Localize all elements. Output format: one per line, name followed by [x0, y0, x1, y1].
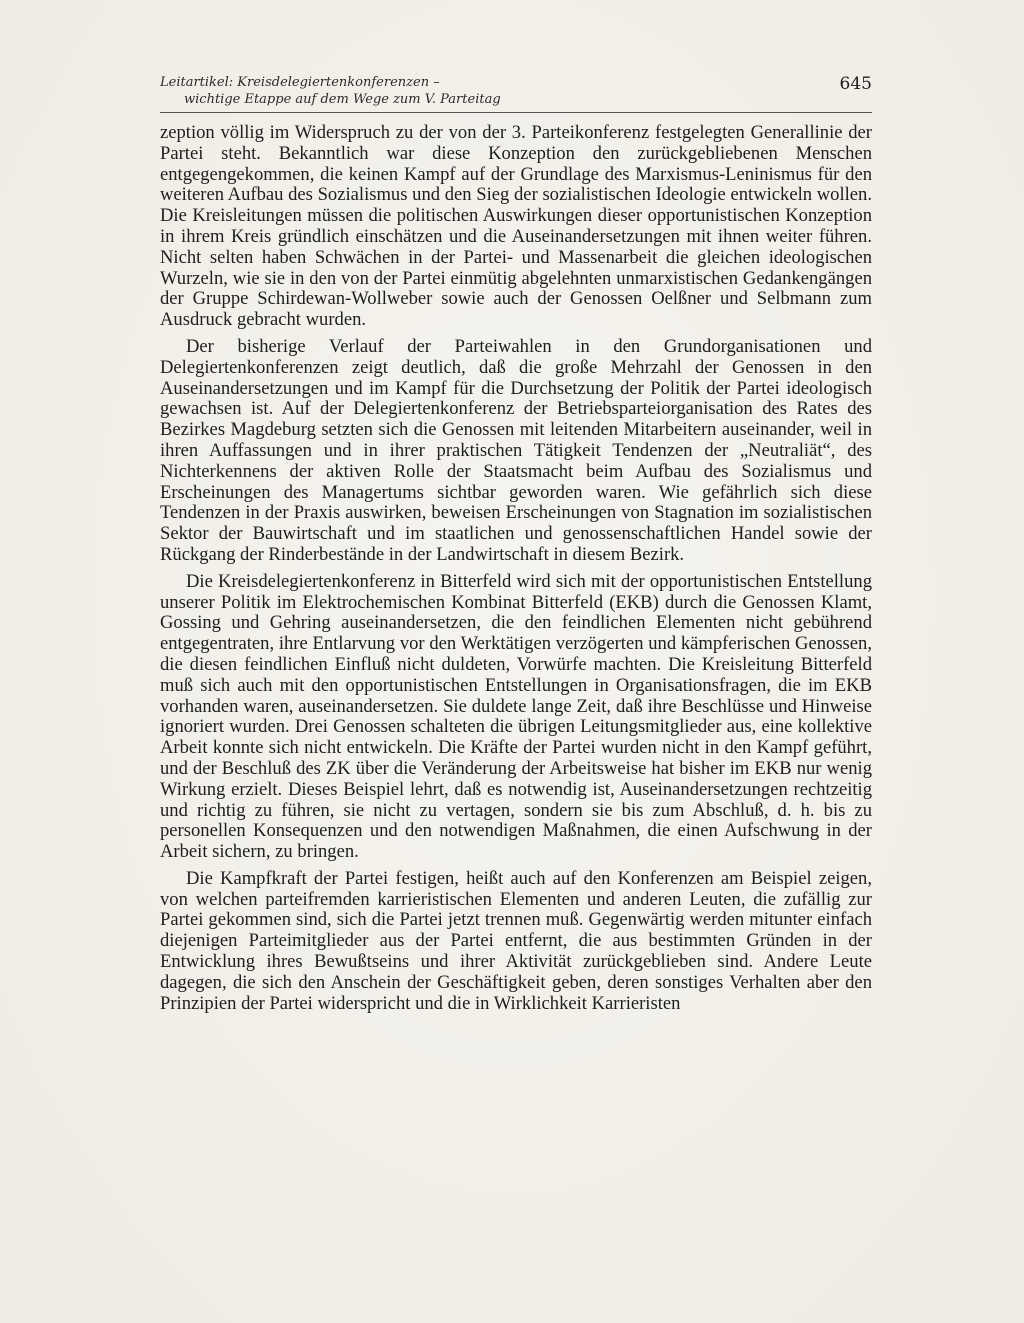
page-number: 645 — [839, 74, 872, 94]
article-body — [160, 123, 872, 1020]
running-header — [160, 74, 872, 120]
header-title-line-2: wichtige Etappe auf dem Wege zum V. Parteitag — [184, 92, 501, 107]
paragraph: zeption völlig im Widerspruch zu der von der 3. Parteikonferenz festgelegten Generallinie der Partei steht. Bekanntlich war diese Konzeption den zurückgebliebenen Menschen entgegengekommen, die keinen Kampf auf der Grundlage des Marxismus-Leninismus für den weiteren Aufbau des Sozialismus und den Sieg der sozialistischen Ideologie entwickeln wollen. Die Kreisleitungen müssen die politischen Auswirkungen dieser opportunistischen Konzeption in ihrem Kreis gründlich einschätzen und die Auseinandersetzungen mit ihnen weiter führen. Nicht selten haben Schwächen in der Partei- und Massenarbeit die gleichen ideologischen Wurzeln, wie sie in den von der Partei einmütig abgelehnten unmarxistischen Gedankengängen der Gruppe Schirdewan-Wollweber sowie auch der Genossen Oelßner und Selbmann zum Ausdruck gebracht wurden. — [160, 122, 872, 331]
header-title-line-1: Leitartikel: Kreisdelegiertenkonferenzen – — [160, 75, 440, 90]
paragraph: Die Kampfkraft der Partei festigen, heißt auch auf den Konferenzen am Beispiel zeigen, von welchen parteifremden karrieristischen Elementen und anderen Leuten, die zufällig zur Partei gekommen sind, sich die Partei jetzt trennen muß. Gegenwärtig werden mitunter einfach diejenigen Parteimitglieder aus der Partei entfernt, die aus bestimmten Gründen in der Entwicklung ihres Bewußtseins und ihrer Aktivität zurückgeblieben sind. Andere Leute dagegen, die sich den Anschein der Geschäftigkeit geben, deren sonstiges Verhalten aber den Prinzipien der Partei widerspricht und die in Wirklichkeit Karrieristen — [160, 867, 872, 1014]
paragraph: Der bisherige Verlauf der Parteiwahlen in den Grundorganisationen und Delegiertenkonferenzen zeigt deutlich, daß die große Mehrzahl der Genossen in den Auseinandersetzungen und im Kampf für die Durchsetzung der Politik der Partei ideologisch gewachsen ist. Auf der Delegiertenkonferenz der Betriebsparteiorganisation des Rates des Bezirkes Magdeburg setzten sich die Genossen mit leitenden Mitarbeitern auseinander, weil in ihren Auffassungen und in ihrer praktischen Tätigkeit Tendenzen der „Neutraliät“, des Nichterkennens der aktiven Rolle der Staatsmacht beim Aufbau des Sozialismus und Erscheinungen des Managertums sichtbar geworden waren. Wie gefährlich sich diese Tendenzen in der Praxis auswirken, beweisen Erscheinungen von Stagnation im sozialistischen Sektor der Bauwirtschaft und im staatlichen und genossenschaftlichen Handel sowie der Rückgang der Rinderbestände in der Landwirtschaft in diesem Bezirk. — [160, 335, 872, 565]
paragraph: Die Kreisdelegiertenkonferenz in Bitterfeld wird sich mit der opportunistischen Entstellung unserer Politik im Elektrochemischen Kombinat Bitterfeld (EKB) durch die Genossen Klamt, Gossing und Gehring auseinandersetzen, die den feindlichen Elementen nicht gebührend entgegentraten, ihre Entlarvung vor den Werktätigen verzögerten und kämpferischen Genossen, die diesen feindlichen Einfluß nicht duldeten, Vorwürfe machten. Die Kreisleitung Bitterfeld muß sich auch mit den opportunistischen Entstellungen in Organisationsfragen, die im EKB vorhanden waren, auseinandersetzen. Sie duldete lange Zeit, daß ihre Beschlüsse und Hinweise ignoriert wurden. Drei Genossen schalteten die übrigen Leitungsmitglieder aus, eine kollektive Arbeit konnte sich nicht entwickeln. Die Kräfte der Partei wurden nicht in den Kampf geführt, und der Beschluß des ZK über die Veränderung der Arbeitsweise hat bisher im EKB nur wenig Wirkung erzielt. Dieses Beispiel lehrt, daß es notwendig ist, Auseinandersetzungen rechtzeitig und richtig zu führen, sie nicht zu vertagen, sondern sie bis zum Abschluß, d. h. bis zu personellen Konsequenzen und den notwendigen Maßnahmen, die einen Aufschwung in der Arbeit sichern, zu bringen. — [160, 570, 872, 863]
header-rule — [160, 112, 872, 113]
